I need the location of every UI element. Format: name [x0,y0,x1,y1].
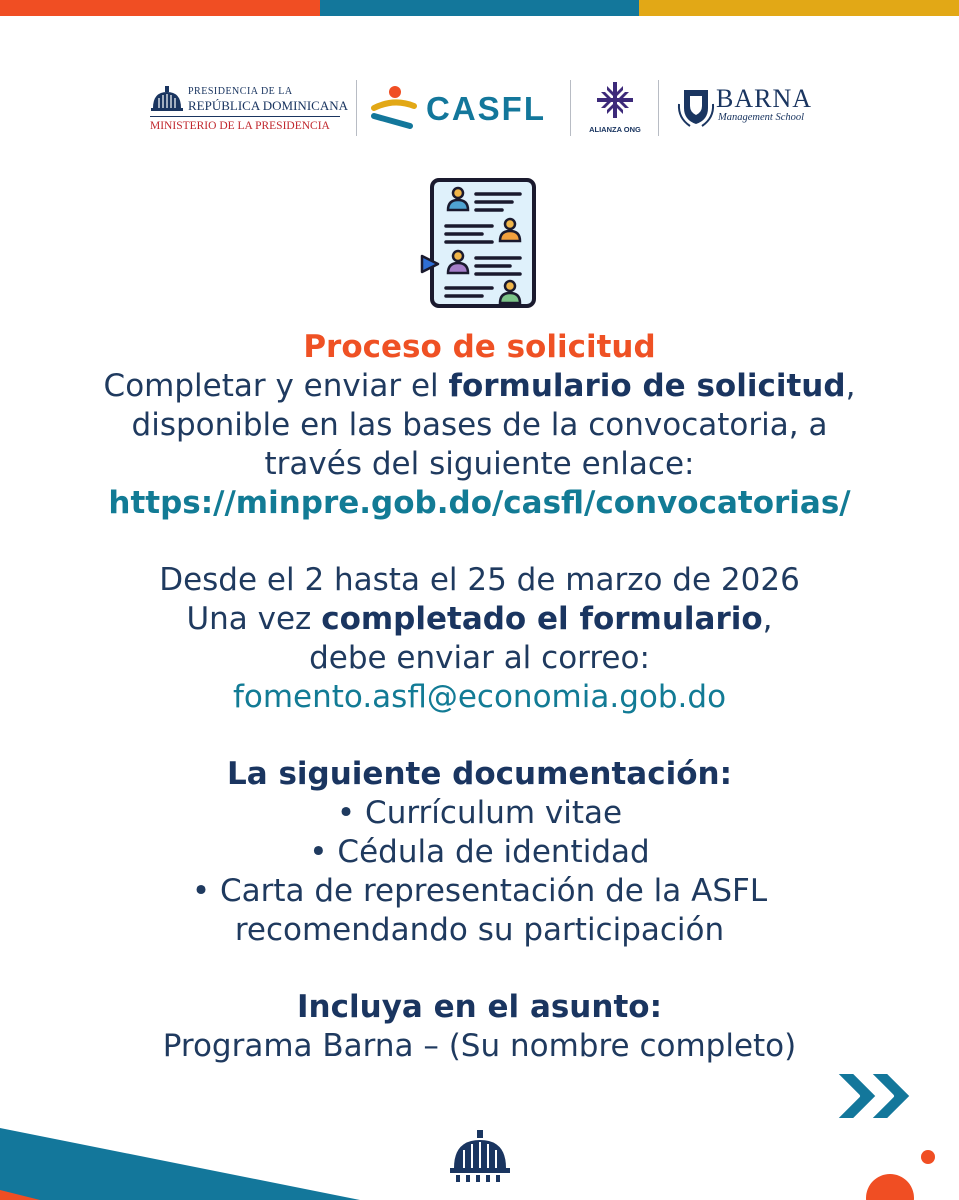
instruction-line-1-c: , [845,368,856,404]
main-content [0,328,959,1066]
doc-item-carta-cont: recomendando su participación [234,912,725,948]
small-orange-dot [921,1150,935,1164]
logo-divider-3 [658,80,659,136]
subject-title: Incluya en el asunto: [297,989,662,1025]
contact-email-link[interactable]: fomento.asfl@economia.gob.do [232,679,727,715]
double-chevron-right-icon [828,1064,922,1128]
date-range-text: Desde el 2 hasta el 25 de marzo de 2026 [159,562,800,598]
instruction-line-1 [0,367,959,406]
top-color-bar [0,0,959,16]
doc-item-cedula: • Cédula de identidad [309,834,650,870]
presidencia-line3: MINISTERIO DE LA PRESIDENCIA [150,120,330,132]
instruction-line-3: través del siguiente enlace: [264,446,695,482]
barna-wordmark: BARNA [716,84,813,113]
dome-small-icon [150,84,184,116]
bottom-left-blue-wedge [0,1128,360,1200]
bottom-left-orange-wedge [0,1190,40,1200]
barna-logo [676,84,816,132]
casfl-wordmark: CASFL [426,90,546,127]
logos-row [0,76,959,140]
alianza-label: ALIANZA ONG [589,125,641,134]
top-bar-gold [639,0,959,16]
presidencia-logo [150,82,350,140]
section-title-proceso: Proceso de solicitud [303,329,656,365]
logo-divider-2 [570,80,571,136]
top-bar-orange [0,0,320,16]
instruction-line-2: disponible en las bases de la convocatoria, a [131,407,828,443]
instruction-line-6: debe enviar al correo: [309,640,650,676]
presidencia-line2: REPÚBLICA DOMINICANA [188,98,348,113]
presidencia-line1: PRESIDENCIA DE LA [188,86,293,97]
instruction-line-5-c: , [762,601,773,637]
top-bar-blue [320,0,640,16]
application-form-icon [420,176,540,312]
doc-item-cv: • Currículum vitae [336,795,623,831]
logo-divider-1 [356,80,357,136]
instruction-line-5 [0,600,959,639]
dome-icon [448,1128,512,1184]
instruction-line-5-a: Una vez [186,601,322,637]
subject-text: Programa Barna – (Su nombre completo) [162,1028,797,1064]
casfl-mark-icon [370,84,418,130]
doc-item-carta: • Carta de representación de la ASFL [191,873,768,909]
docs-title: La siguiente documentación: [227,756,732,792]
large-orange-dot [866,1174,914,1200]
alianza-logo [580,80,650,138]
convocatoria-link[interactable]: https://minpre.gob.do/casfl/convocatorias/ [108,485,851,521]
instruction-line-5-bold: completado el formulario [321,601,763,637]
alianza-cross-icon [595,80,635,120]
casfl-logo [370,84,560,136]
barna-subtitle: Management School [718,112,805,123]
barna-crest-icon [676,84,716,128]
instruction-line-1-a: Completar y enviar el [103,368,449,404]
instruction-line-1-bold: formulario de solicitud [448,368,846,404]
